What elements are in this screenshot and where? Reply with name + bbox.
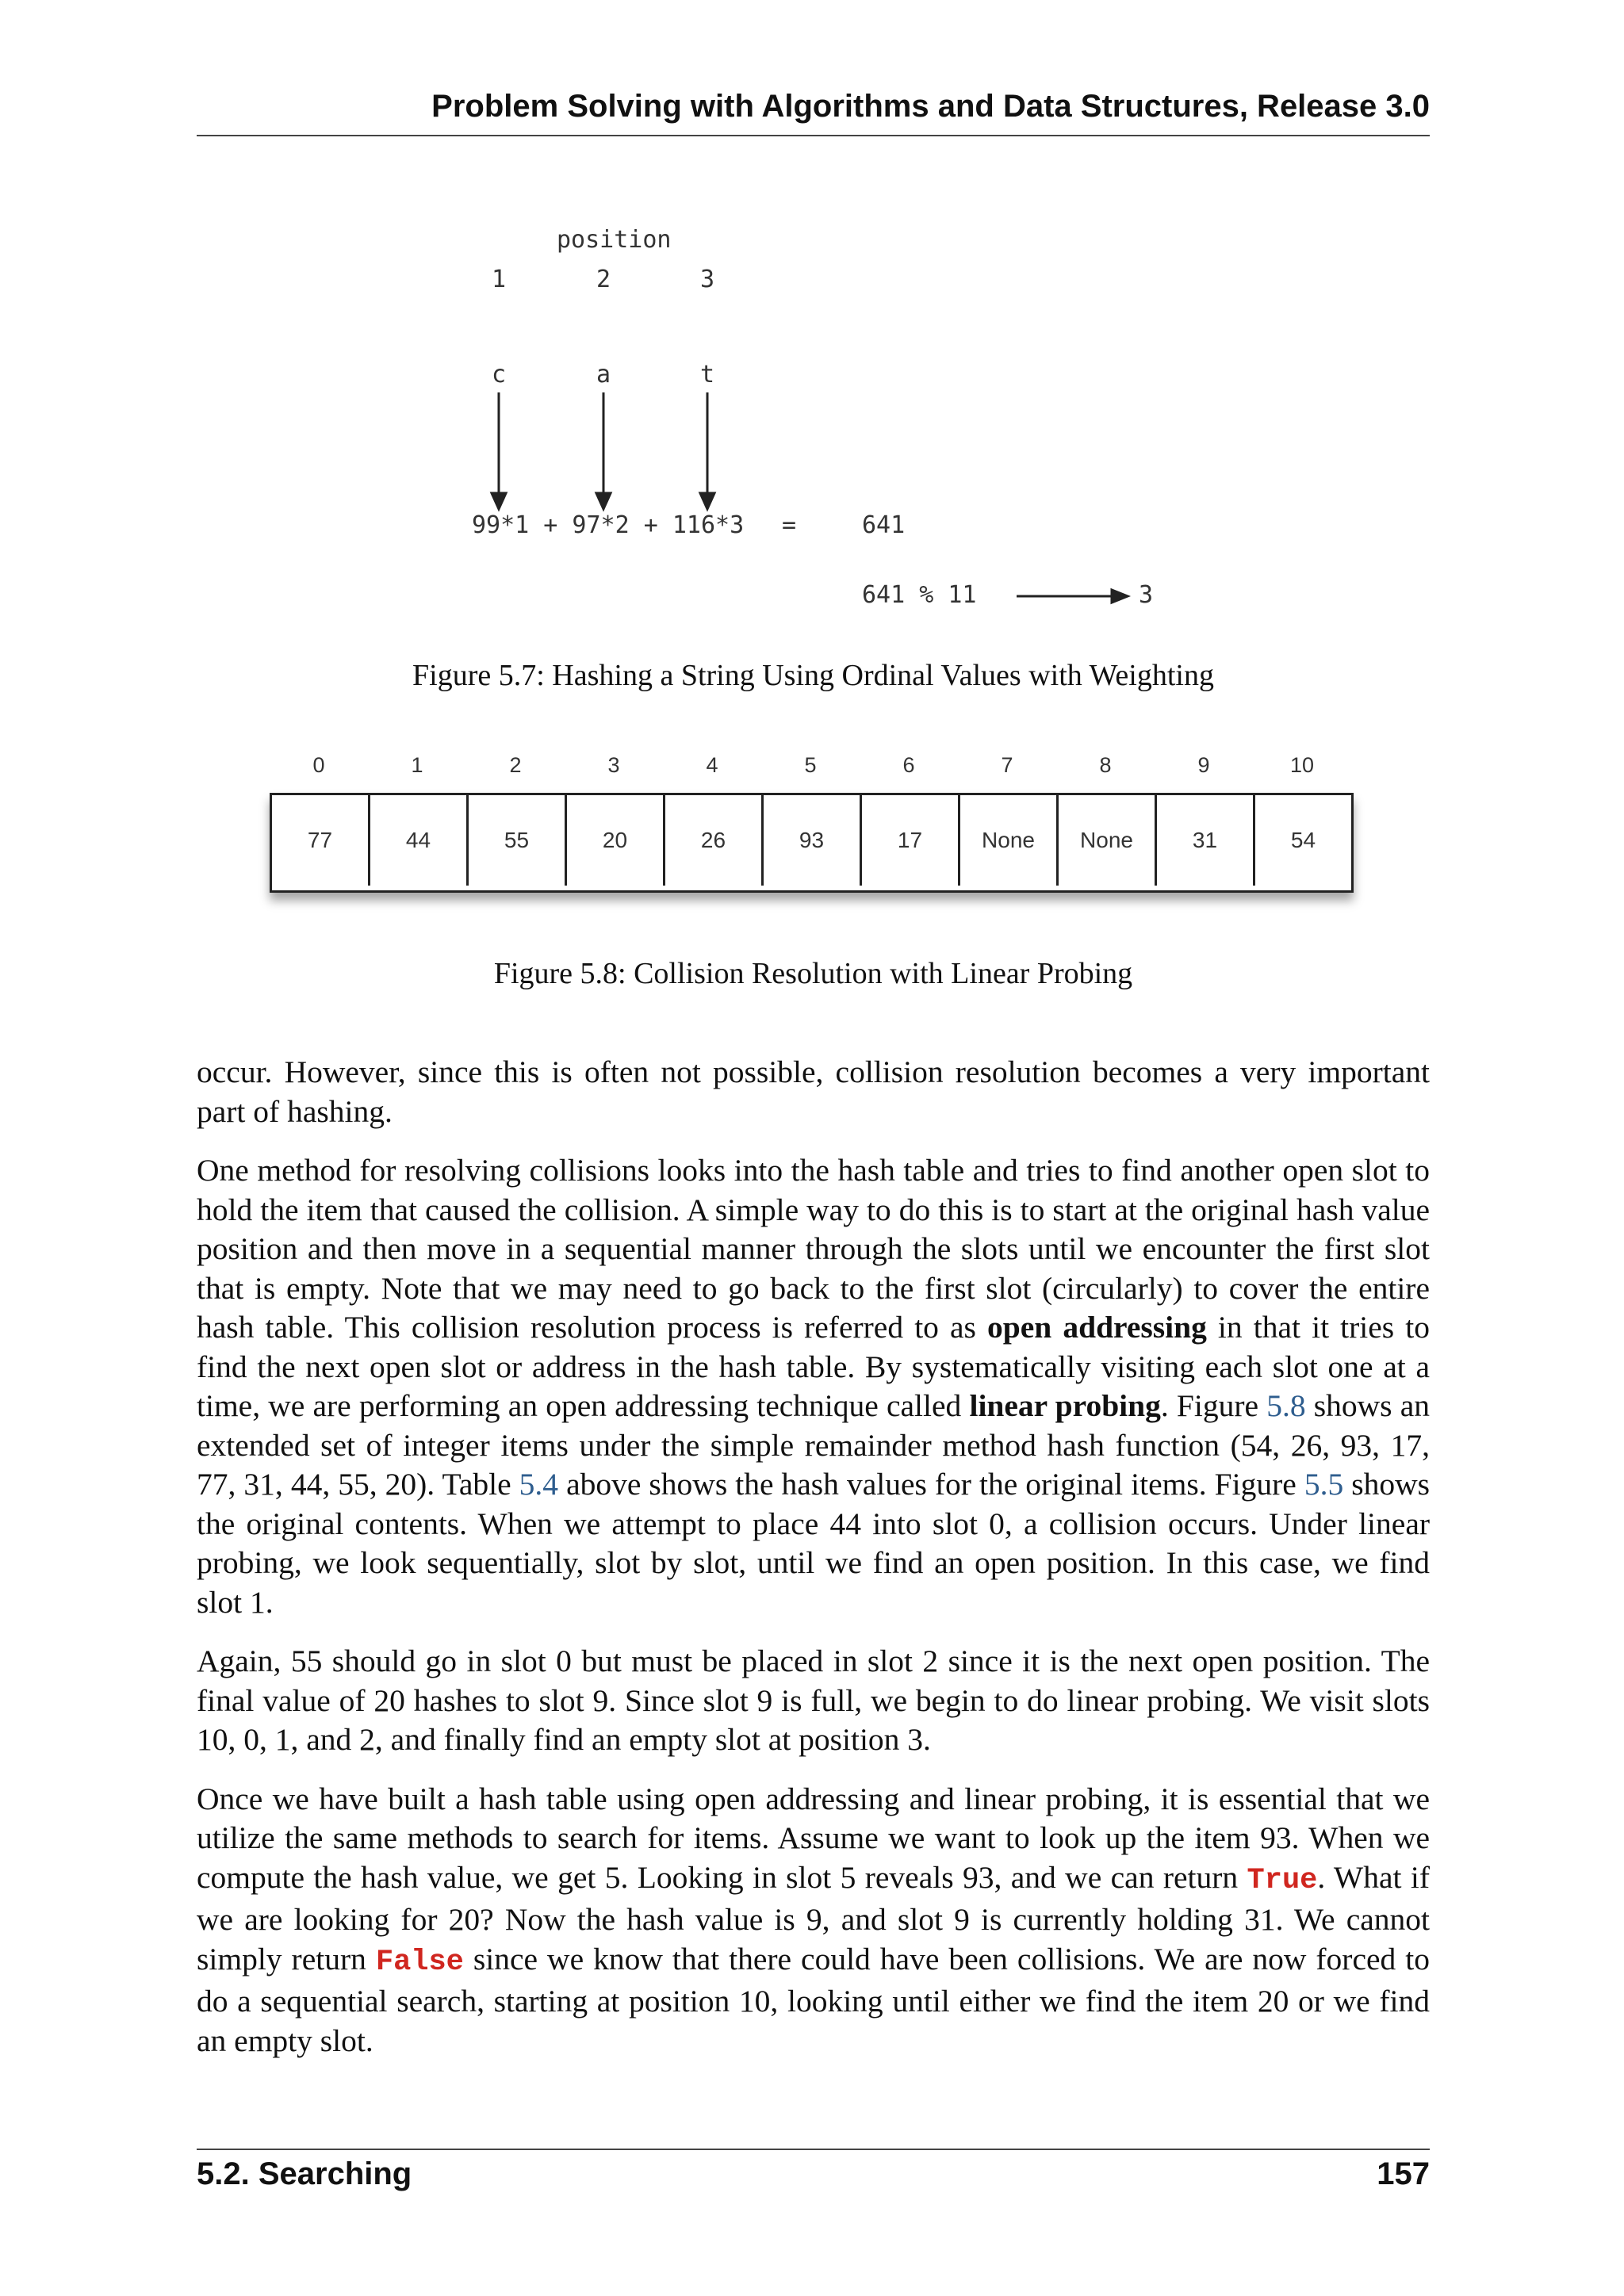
slot-index: 9 bbox=[1197, 753, 1210, 777]
term-open-addressing: open addressing bbox=[987, 1310, 1207, 1345]
paragraph-1: occur. However, since this is often not possible, collision resolution becomes a very important part of hashing. bbox=[197, 1054, 1430, 1129]
equation: 99*1 + 97*2 + 116*3 bbox=[472, 511, 745, 539]
hash-slot: 44 bbox=[370, 795, 469, 886]
hash-slot: 26 bbox=[665, 795, 764, 886]
hash-table-slots bbox=[270, 793, 1354, 893]
paragraph-3: Again, 55 should go in slot 0 but must be placed in slot 2 since it is the next open position. The final value of 20 hashes to slot 9. Since slot 9 is full, we begin to do linear probing. We visit slots 10, 0, 1, and 2, and finally find an empty slot at position 3. bbox=[197, 1644, 1430, 1757]
slot-index: 3 bbox=[607, 753, 620, 777]
code-false: False bbox=[375, 1945, 464, 1979]
figure-5-8-caption: Figure 5.8: Collision Resolution with Linear Probing bbox=[493, 957, 1133, 990]
sum-result: 641 bbox=[862, 511, 906, 539]
slot-index: 8 bbox=[1099, 753, 1112, 777]
slot-index: 5 bbox=[804, 753, 817, 777]
figure-hash-string bbox=[444, 214, 1237, 626]
hash-slot: None bbox=[1059, 795, 1157, 886]
slot-index: 0 bbox=[312, 753, 325, 777]
hash-slot: 77 bbox=[272, 795, 370, 886]
text-run: shows an extended set of integer items under the simple remainder method hash function (54, 26, 93, 17, 77, 31, 44, 55, 20). Table bbox=[197, 1388, 1430, 1502]
running-header: Problem Solving with Algorithms and Data Structures, Release 3.0 bbox=[431, 89, 1430, 124]
paragraph-2 bbox=[197, 1151, 1430, 1622]
arrows-diagram bbox=[444, 214, 1237, 626]
footer-section: 5.2. Searching bbox=[197, 2156, 412, 2191]
hash-slot: 55 bbox=[469, 795, 567, 886]
equals-sign: = bbox=[782, 511, 797, 539]
hash-slot: 54 bbox=[1290, 828, 1316, 852]
hash-slot: 17 bbox=[862, 795, 960, 886]
slot-index: 1 bbox=[411, 753, 423, 777]
slot-index: 6 bbox=[902, 753, 915, 777]
letter-a: a bbox=[596, 361, 611, 388]
position-heading: position bbox=[557, 226, 672, 254]
text-run: Once we have built a hash table using open addressing and linear probing, it is essential that we utilize the same methods to search for items. Assume we want to look up the item 93. When we compute the hash value, we get 5. Looking in slot 5 reveals 93, and we can return bbox=[197, 1781, 1430, 1895]
text-run: . Figure bbox=[1160, 1388, 1267, 1423]
hash-slot: 93 bbox=[764, 795, 862, 886]
paragraph-4 bbox=[197, 1780, 1430, 2061]
text-run: shows the original contents. When we attempt to place 44 into slot 0, a collision occurs. Under linear probing, we look sequentially, slot by slot, until we find an open position. In this case, we find slot 1. bbox=[197, 1467, 1430, 1620]
text-run: in that it tries to find the next open slot or address in the hash table. By systematically visiting each slot one at a time, we are performing an open addressing technique called bbox=[197, 1310, 1430, 1423]
position-2: 2 bbox=[596, 266, 611, 293]
figure-5-8-link[interactable]: 5.8 bbox=[1266, 1388, 1306, 1423]
hash-slot: None bbox=[960, 795, 1059, 886]
text-run: since we know that there could have been collisions. We are now forced to do a sequential search, starting at position 10, looking until either we find the item 20 or we find an empty slot. bbox=[197, 1941, 1430, 2058]
mod-expression: 641 % 11 bbox=[862, 581, 977, 609]
slot-index: 10 bbox=[1289, 753, 1315, 777]
hash-slot: 31 bbox=[1157, 795, 1255, 886]
figure-linear-probing bbox=[270, 753, 1360, 912]
footer-rule bbox=[197, 2149, 1430, 2150]
body-text bbox=[197, 1053, 1430, 2080]
slot-index: 2 bbox=[509, 753, 522, 777]
letter-t: t bbox=[700, 361, 715, 388]
text-run: One method for resolving collisions looks into the hash table and tries to find another open slot to hold the item that caused the collision. A simple way to do this is to start at the original hash value position and then move in a sequential manner through the slots until we encounter the first slot that is empty. Note that we may need to go back to the first slot (circularly) to cover the entire hash table. This collision resolution process is referred to as bbox=[197, 1153, 1430, 1345]
letter-c: c bbox=[492, 361, 507, 388]
text-run: above shows the hash values for the original items. Figure bbox=[558, 1467, 1304, 1502]
position-3: 3 bbox=[700, 266, 715, 293]
page-number: 157 bbox=[1377, 2156, 1430, 2191]
slot-index: 4 bbox=[706, 753, 718, 777]
term-linear-probing: linear probing bbox=[969, 1388, 1161, 1423]
slot-indices bbox=[270, 753, 1360, 785]
figure-5-7-caption: Figure 5.7: Hashing a String Using Ordinal Values with Weighting bbox=[412, 659, 1214, 692]
position-1: 1 bbox=[492, 266, 507, 293]
code-true: True bbox=[1247, 1863, 1318, 1897]
text-run: . What if we are looking for 20? Now the hash value is 9, and slot 9 is currently holding 31. We cannot simply return bbox=[197, 1859, 1430, 1976]
slot-index: 7 bbox=[1001, 753, 1013, 777]
figure-5-5-link[interactable]: 5.5 bbox=[1304, 1467, 1344, 1502]
header-rule bbox=[197, 135, 1430, 136]
mod-result: 3 bbox=[1139, 581, 1154, 609]
table-5-4-link[interactable]: 5.4 bbox=[519, 1467, 559, 1502]
hash-slot: 20 bbox=[567, 795, 665, 886]
